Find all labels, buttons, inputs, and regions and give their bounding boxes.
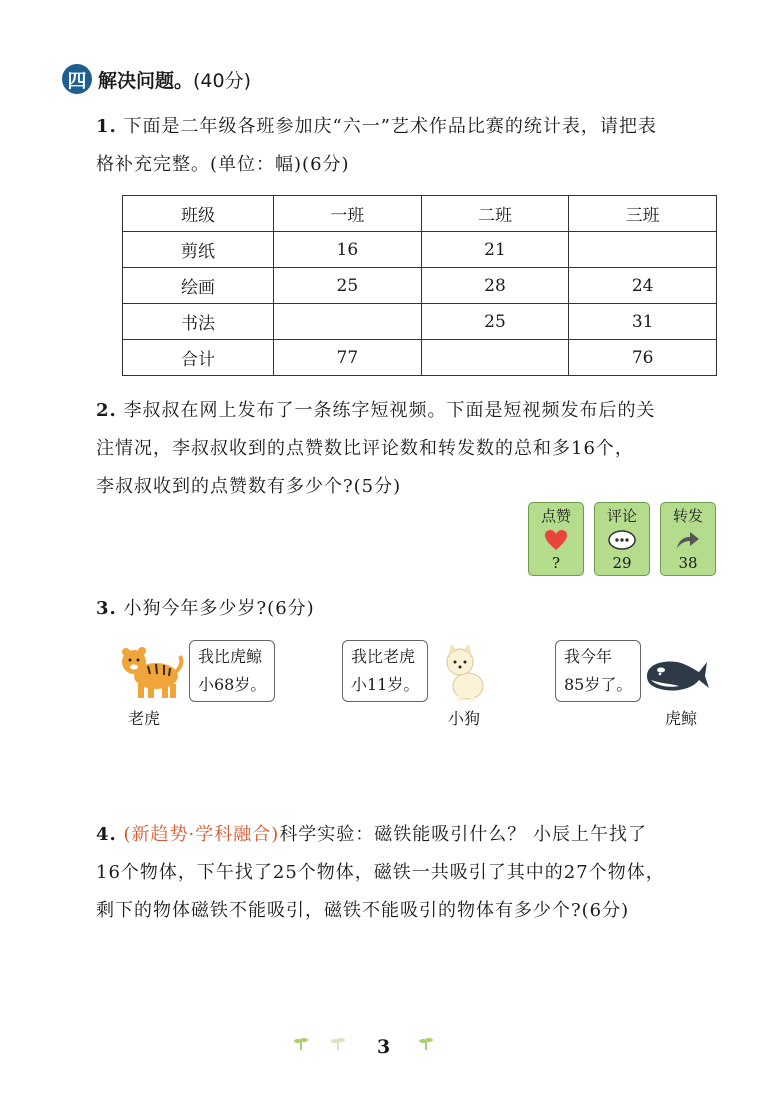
section-badge: 四: [62, 64, 92, 94]
comment-icon: [607, 528, 637, 552]
question-text: 李叔叔在网上发布了一条练字短视频。下面是短视频发布后的关: [123, 400, 656, 421]
page-number: 3: [377, 1036, 391, 1058]
card-label: 点赞: [540, 507, 571, 525]
question-number: 2.: [96, 400, 117, 421]
sprout-icon: [330, 1035, 346, 1055]
question-text: 下面是二年级各班参加庆“六一”艺术作品比赛的统计表，请把表: [123, 116, 657, 137]
tiger-illustration: [118, 640, 186, 704]
table-row: [123, 196, 717, 232]
question-number: 3.: [96, 598, 117, 619]
card-value: 38: [678, 554, 698, 572]
comment-card: [594, 502, 650, 576]
whale-speech-bubble: [555, 640, 641, 702]
tiger-label: 老虎: [128, 709, 161, 728]
table-cell: 书法: [123, 304, 274, 340]
card-value: 29: [612, 554, 632, 572]
card-label: 转发: [672, 507, 703, 525]
table-cell-blank[interactable]: [569, 232, 717, 268]
share-arrow-icon: [675, 528, 701, 552]
dog-speech-bubble: [342, 640, 428, 702]
question-4: [96, 816, 721, 930]
card-label: 评论: [606, 507, 637, 525]
dog-illustration: [440, 642, 490, 706]
stats-table: [122, 195, 717, 376]
table-header-cell: 一班: [274, 196, 422, 232]
section-score: (40分): [193, 69, 252, 92]
whale-label: 虎鲸: [665, 709, 698, 728]
question-text: 小狗今年多少岁?(6分): [123, 598, 315, 619]
table-cell-blank[interactable]: [274, 304, 422, 340]
dog-label: 小狗: [448, 709, 481, 728]
question-text: 注情况，李叔叔收到的点赞数比评论数和转发数的总和多16个，: [96, 438, 634, 459]
speech-text: 我比老虎: [351, 647, 416, 666]
question-3: [96, 590, 721, 628]
question-text: 16个物体，下午找了25个物体，磁铁一共吸引了其中的27个物体，: [96, 862, 665, 883]
section-header: [62, 64, 251, 94]
table-row: [123, 304, 717, 340]
table-row: [123, 232, 717, 268]
table-cell: 28: [421, 268, 569, 304]
table-cell: 16: [274, 232, 422, 268]
table-cell: 21: [421, 232, 569, 268]
heart-icon: [544, 528, 568, 552]
like-card: [528, 502, 584, 576]
section-title: 解决问题。: [98, 69, 194, 92]
whale-illustration: [643, 654, 711, 700]
sprout-icon: [293, 1035, 309, 1055]
card-value: ?: [551, 554, 561, 572]
question-text: 剩下的物体磁铁不能吸引，磁铁不能吸引的物体有多少个?(6分): [96, 900, 630, 921]
table-row: [123, 340, 717, 376]
tiger-speech-bubble: [189, 640, 275, 702]
table-cell: 剪纸: [123, 232, 274, 268]
question-2: [96, 392, 721, 506]
table-cell: 合计: [123, 340, 274, 376]
sprout-icon: [418, 1035, 434, 1055]
table-header-cell: 班级: [123, 196, 274, 232]
question-number: 4.: [96, 824, 117, 845]
table-cell: 24: [569, 268, 717, 304]
share-card: [660, 502, 716, 576]
speech-text: 小68岁。: [198, 675, 267, 694]
speech-text: 我今年: [564, 647, 613, 666]
question-text: 格补充完整。(单位：幅)(6分): [96, 154, 350, 175]
question-text: 科学实验：磁铁能吸引什么？ 小辰上午找了: [279, 824, 648, 845]
question-1: [96, 108, 721, 184]
table-header-cell: 三班: [569, 196, 717, 232]
table-cell: 31: [569, 304, 717, 340]
speech-text: 85岁了。: [564, 675, 633, 694]
question-text: 李叔叔收到的点赞数有多少个?(5分): [96, 476, 402, 497]
table-cell: 绘画: [123, 268, 274, 304]
table-header-cell: 二班: [421, 196, 569, 232]
question-tag: (新趋势·学科融合): [123, 824, 280, 845]
table-cell-blank[interactable]: [421, 340, 569, 376]
table-cell: 77: [274, 340, 422, 376]
table-cell: 25: [274, 268, 422, 304]
question-number: 1.: [96, 116, 117, 137]
video-stats-cards: [528, 502, 716, 576]
speech-text: 小11岁。: [351, 675, 420, 694]
table-cell: 76: [569, 340, 717, 376]
table-cell: 25: [421, 304, 569, 340]
speech-text: 我比虎鲸: [198, 647, 263, 666]
table-row: [123, 268, 717, 304]
